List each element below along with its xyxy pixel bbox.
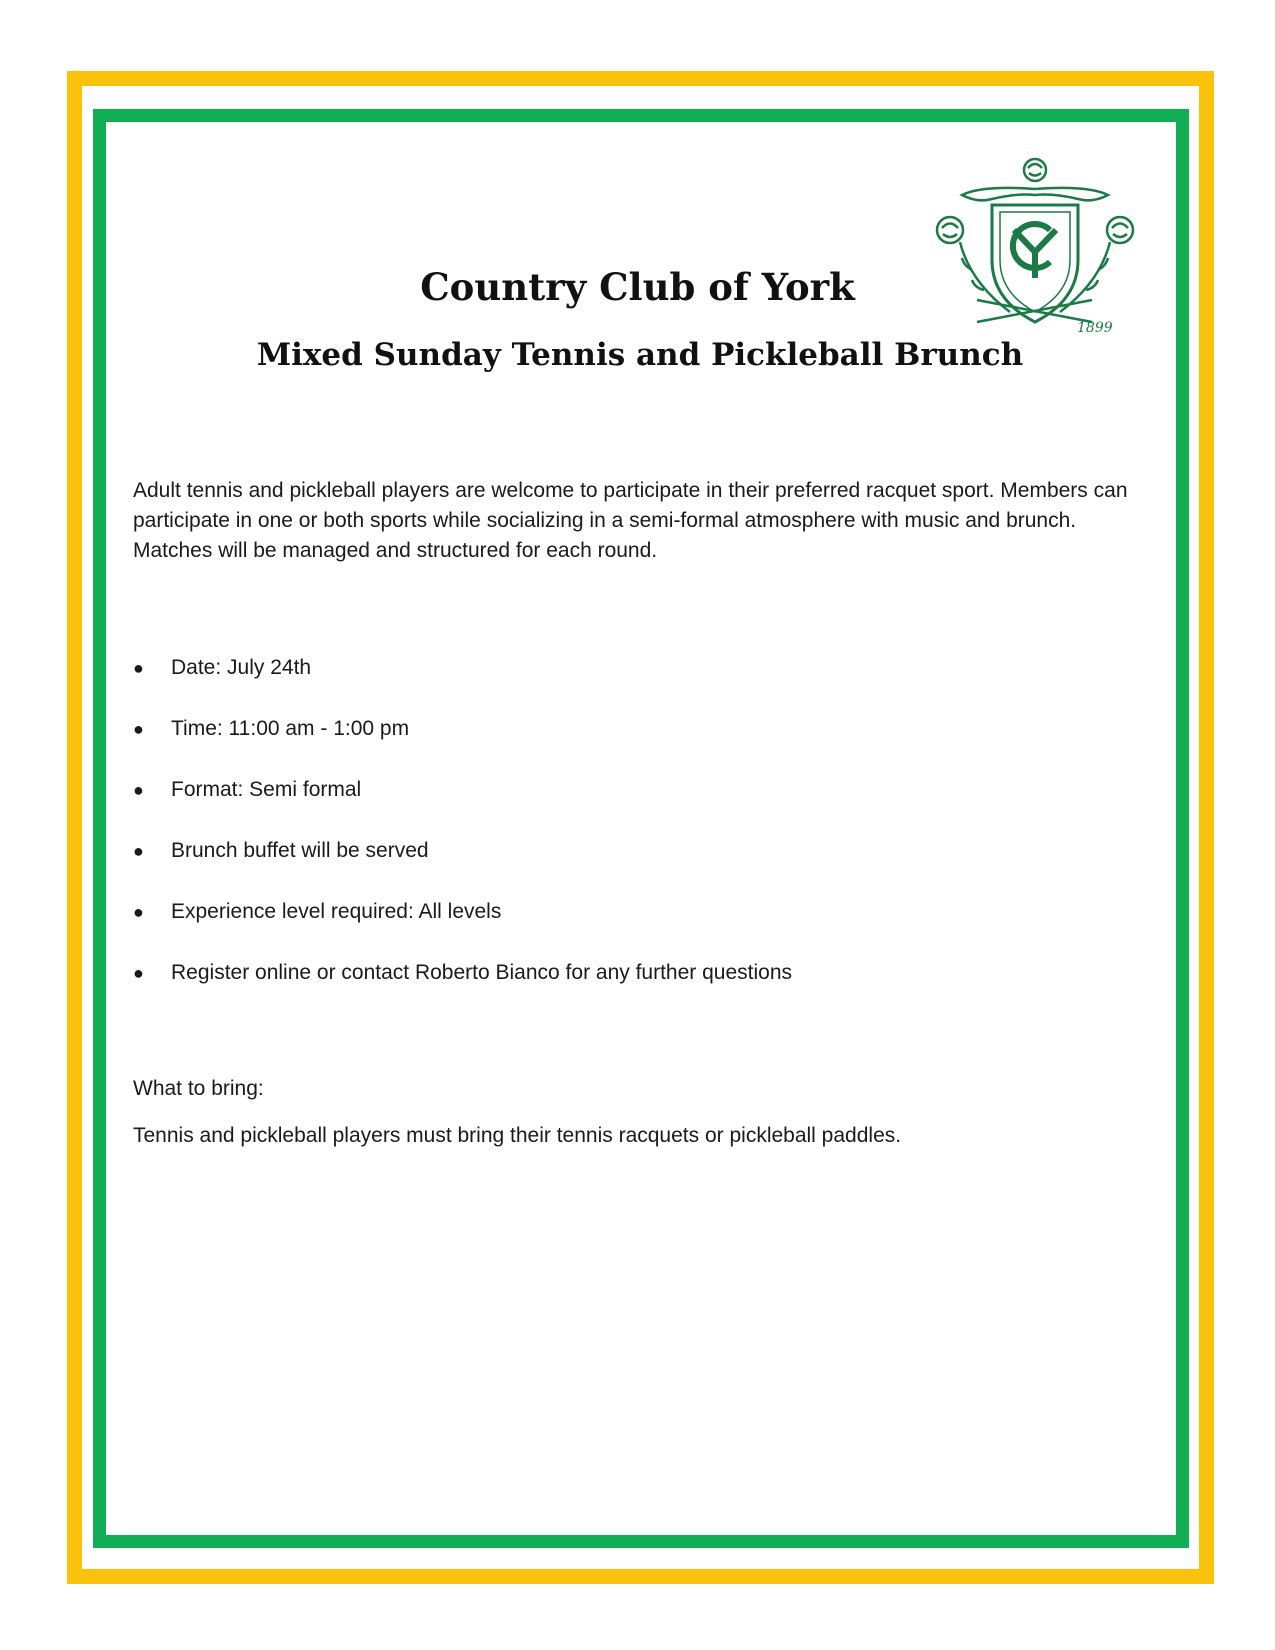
crest-year: 1899 bbox=[1077, 320, 1113, 336]
list-item bbox=[133, 836, 1133, 897]
event-details-list bbox=[133, 653, 1133, 1019]
list-item bbox=[133, 958, 1133, 1019]
what-to-bring-label: What to bring: bbox=[133, 1077, 264, 1100]
detail-text: Brunch buffet will be served bbox=[171, 839, 429, 862]
detail-text: Experience level required: All levels bbox=[171, 900, 502, 923]
list-item bbox=[133, 775, 1133, 836]
bullet-icon: ● bbox=[133, 902, 144, 922]
detail-text: Format: Semi formal bbox=[171, 778, 362, 801]
detail-text: Time: 11:00 am - 1:00 pm bbox=[171, 717, 410, 740]
bullet-icon: ● bbox=[133, 963, 144, 983]
bullet-icon: ● bbox=[133, 719, 144, 739]
detail-text: Register online or contact Roberto Bianco for any further questions bbox=[171, 961, 793, 984]
rose-icon bbox=[1024, 159, 1046, 181]
list-item bbox=[133, 653, 1133, 714]
bullet-icon: ● bbox=[133, 780, 144, 800]
bullet-icon: ● bbox=[133, 658, 144, 678]
list-item bbox=[133, 897, 1133, 958]
page-title: Country Club of York bbox=[420, 265, 855, 309]
list-item bbox=[133, 714, 1133, 775]
rose-icon bbox=[1107, 217, 1133, 243]
club-crest-logo bbox=[932, 150, 1138, 340]
what-to-bring-text: Tennis and pickleball players must bring their tennis racquets or pickleball paddles. bbox=[133, 1124, 902, 1147]
rose-icon bbox=[937, 217, 963, 243]
page-subtitle: Mixed Sunday Tennis and Pickleball Brunch bbox=[256, 337, 1024, 373]
bullet-icon: ● bbox=[133, 841, 144, 861]
detail-text: Date: July 24th bbox=[171, 656, 312, 679]
intro-paragraph: Adult tennis and pickleball players are welcome to participate in their preferred racquet sport. Members can participate in one or both sports while socializing in a semi-formal atmosphere with music and brunch. Matches will be managed and structured for each round. bbox=[133, 479, 1128, 562]
